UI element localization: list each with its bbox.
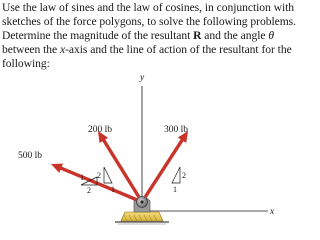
problem-text-part3: between the (2, 43, 60, 56)
resultant-symbol: R (193, 29, 202, 42)
problem-text-part2: and the angle (201, 29, 269, 42)
slope-rise-200: 2 (97, 171, 101, 180)
slope-run-300: 1 (173, 185, 177, 194)
slope-rise-500: 1 (80, 173, 84, 182)
slope-triangle-300 (172, 167, 180, 183)
force-label-300: 300 lb (164, 125, 189, 135)
problem-text-part1: Use the law of sines and the law of cosines, in conjunction with sketches of the force polygons, to solve the following problems. Determine the magnitude of the resultant (2, 1, 296, 42)
problem-text-part4: -axis and the line of action of the resultant for the following: (2, 43, 292, 70)
slope-rise-300: 2 (182, 171, 186, 180)
theta-symbol: θ (268, 29, 274, 42)
force-label-500: 500 lb (18, 151, 43, 161)
force-arrows (51, 131, 188, 200)
hub-pin-center (140, 200, 143, 203)
slope-run-200: 1 (111, 185, 115, 194)
slope-run-500: 2 (87, 186, 91, 195)
force-label-200: 200 lb (88, 125, 113, 135)
slope-triangle-200 (104, 167, 112, 183)
x-symbol: x (60, 43, 66, 56)
y-axis-label: y (140, 73, 145, 83)
x-axis-label: x (270, 207, 275, 217)
